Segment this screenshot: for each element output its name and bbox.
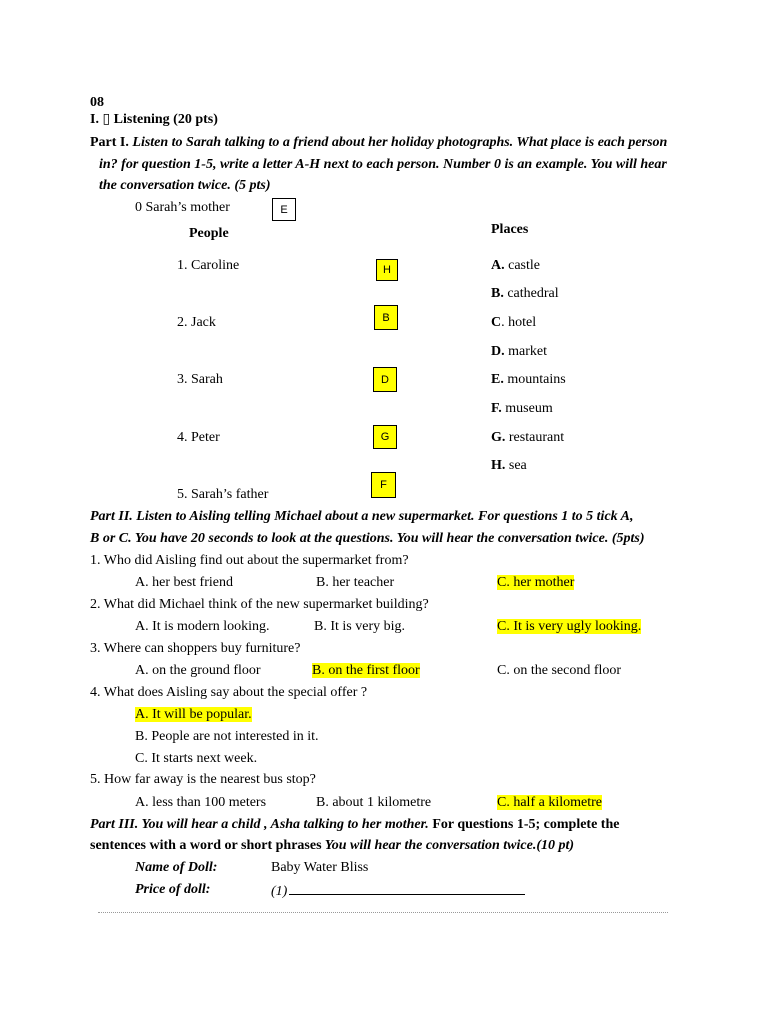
people-header: People [189, 226, 229, 241]
person-label: 2. Jack [177, 315, 216, 330]
option-c-selected[interactable]: C. half a kilometre [497, 795, 602, 810]
field-label: Price of doll: [135, 882, 211, 897]
answer-box[interactable]: G [373, 425, 397, 449]
blank-line [289, 881, 525, 895]
place-item: D. market [491, 344, 547, 359]
part2-instructions-line1: Part II. Listen to Aisling telling Michael about a new supermarket. For questions 1 to 5 tick A, [90, 509, 634, 524]
option-a[interactable]: A. her best friend [135, 575, 233, 590]
option-a[interactable]: A. on the ground floor [135, 663, 261, 678]
part1-label: Part I. [90, 135, 129, 150]
places-header: Places [491, 222, 529, 237]
option-a-selected[interactable]: A. It will be popular. [135, 707, 252, 722]
option-a[interactable]: A. less than 100 meters [135, 795, 267, 810]
place-item: A. castle [491, 258, 540, 273]
question-text: 3. Where can shoppers buy furniture? [90, 641, 301, 656]
answer-box[interactable]: B [374, 305, 398, 330]
question-text: 4. What does Aisling say about the special offer ? [90, 685, 368, 700]
option-a[interactable]: A. It is modern looking. [135, 619, 270, 634]
option-c-selected[interactable]: C. her mother [497, 575, 575, 590]
part3-label: Part III. You will hear a child , Asha talking to her mother. [90, 817, 429, 832]
part3-instructions-line2: sentences with a word or short phrases You will hear the conversation twice.(10 pt) [90, 838, 575, 853]
example-answer-box: E [272, 198, 296, 221]
option-c[interactable]: C. It starts next week. [135, 751, 258, 766]
answer-box[interactable]: H [376, 259, 398, 281]
option-c[interactable]: C. on the second floor [497, 663, 622, 678]
place-item: B. cathedral [491, 286, 559, 301]
place-item: E. mountains [491, 372, 566, 387]
part3-instructions-bold: For questions 1-5; complete the [428, 817, 620, 832]
part1-instructions-line3: the conversation twice. (5 pts) [99, 178, 271, 193]
field-value: Baby Water Bliss [271, 860, 369, 875]
place-item: H. sea [491, 458, 527, 473]
place-item: F. museum [491, 401, 553, 416]
answer-box[interactable]: D [373, 367, 397, 392]
part3-instructions-line1 [90, 816, 619, 834]
question-text: 5. How far away is the nearest bus stop? [90, 772, 316, 787]
option-b[interactable]: B. her teacher [316, 575, 395, 590]
question-text: 2. What did Michael think of the new supermarket building? [90, 597, 429, 612]
part1-instructions-line1 [90, 134, 667, 152]
page-divider [98, 912, 668, 913]
example-label: 0 Sarah’s mother [135, 200, 230, 215]
section-title: I. ▯ Listening (20 pts) [90, 112, 218, 127]
place-item: C. hotel [491, 315, 537, 330]
place-item: G. restaurant [491, 430, 565, 445]
person-label: 5. Sarah’s father [177, 487, 269, 502]
option-c-selected[interactable]: C. It is very ugly looking. [497, 619, 642, 634]
person-label: 3. Sarah [177, 372, 223, 387]
answer-box[interactable]: F [371, 472, 396, 498]
person-label: 1. Caroline [177, 258, 240, 273]
part2-instructions-line2: B or C. You have 20 seconds to look at the questions. You will hear the conversation twice. (5pts) [90, 531, 645, 546]
person-label: 4. Peter [177, 430, 220, 445]
option-b[interactable]: B. People are not interested in it. [135, 729, 319, 744]
part1-instructions-line2: in? for question 1-5, write a letter A-H next to each person. Number 0 is an example. You will hear [99, 157, 667, 172]
question-text: 1. Who did Aisling find out about the supermarket from? [90, 553, 409, 568]
part1-instructions-text: Listen to Sarah talking to a friend about her holiday photographs. What place is each person [132, 135, 668, 150]
option-b[interactable]: B. It is very big. [314, 619, 405, 634]
answer-blank[interactable]: (1) [271, 881, 525, 901]
page-number: 08 [90, 95, 104, 110]
option-b-selected[interactable]: B. on the first floor [312, 663, 420, 678]
option-b[interactable]: B. about 1 kilometre [316, 795, 432, 810]
field-label: Name of Doll: [135, 860, 218, 875]
